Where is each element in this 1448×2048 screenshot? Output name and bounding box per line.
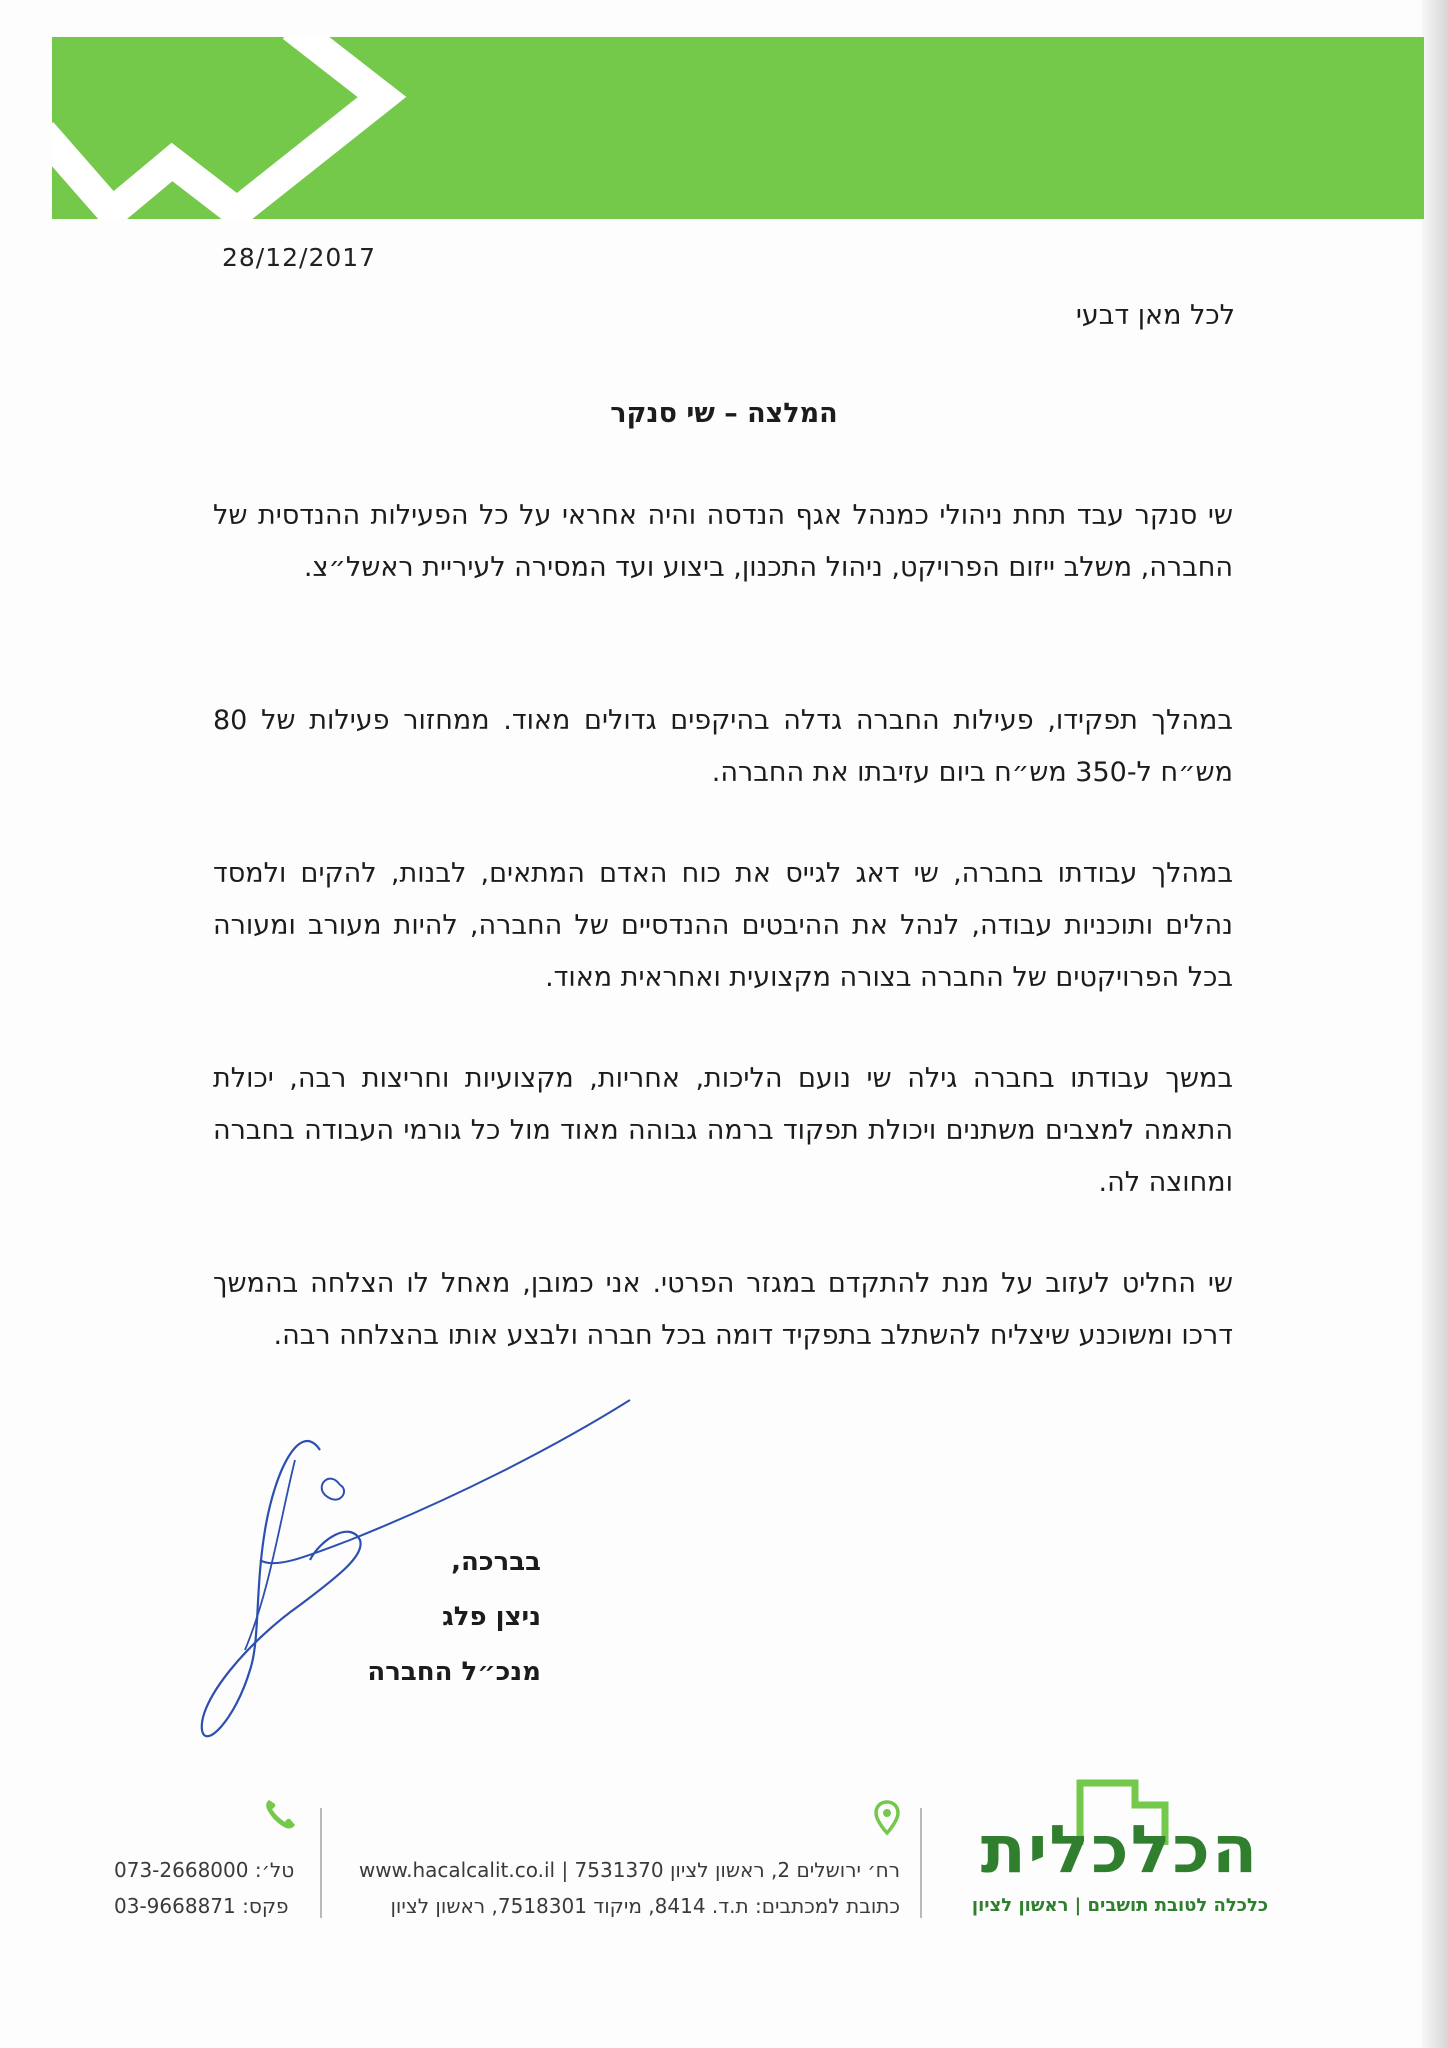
- salutation: לכל מאן דבעי: [1075, 300, 1235, 331]
- logo-tagline: כלכלה לטובת תושבים | ראשון לציון: [971, 1895, 1269, 1916]
- letter-subject: המלצה – שי סנקר: [610, 398, 838, 429]
- closing-greeting: בברכה,: [451, 1547, 541, 1577]
- header-zigzag-graphic: [52, 37, 1424, 219]
- footer-contact: [114, 1852, 294, 1924]
- paragraph-1: שי סנקר עבד תחת ניהולי כמנהל אגף הנדסה והיה אחראי על כל הפעילות ההנדסית של החברה, משלב ייזום הפרויקט, ניהול התכנון, ביצוע ועד המסירה לעיריית ראשל״צ.: [213, 500, 1233, 583]
- footer-address: [359, 1852, 900, 1924]
- paragraph-5: שי החליט לעזוב על מנת להתקדם במגזר הפרטי. אני כמובן, מאחל לו הצלחה בהמשך דרכו ומשוכנע שיצליח להשתלב בתפקיד דומה בכל חברה ולבצע אותו בהצלחה רבה.: [213, 1268, 1233, 1351]
- paragraph-3: במהלך עבודתו בחברה, שי דאג לגייס את כוח האדם המתאים, לבנות, להקים ולמסד נהלים ותוכניות עבודה, לנהל את ההיבטים ההנדסיים של החברה, להיות מעורב ומעורה בכל הפרויקטים של החברה בצורה מקצועית ואחראית מאוד.: [213, 858, 1233, 993]
- company-logo: [960, 1775, 1280, 1915]
- paragraph-2: במהלך תפקידו, פעילות החברה גדלה בהיקפים גדולים מאוד. ממחזור פעילות של 80 מש״ח ל-350 מש״ח ביום עזיבתו את החברה.: [213, 705, 1233, 788]
- logo-wordmark: הכלכלית: [980, 1811, 1260, 1888]
- header-band: [52, 37, 1424, 219]
- footer-divider-left: [920, 1808, 922, 1918]
- letter-date: 28/12/2017: [222, 243, 377, 272]
- address-line-2: כתובת למכתבים: ת.ד. 8414, מיקוד 7518301, ראשון לציון: [390, 1894, 900, 1918]
- fax-number: פקס: 03-9668871: [114, 1894, 289, 1918]
- address-line-1: רח׳ ירושלים 2, ראשון לציון 7531370 | www.hacalcalit.co.il: [358, 1858, 900, 1882]
- phone-icon: [262, 1796, 298, 1832]
- closing-block: [367, 1535, 541, 1700]
- phone-number: טל׳: 073-2668000: [114, 1858, 295, 1882]
- footer-divider-right: [320, 1808, 322, 1918]
- page-edge-shadow: [1422, 0, 1448, 2048]
- signer-name: ניצן פלג: [442, 1602, 541, 1632]
- pin-icon: [874, 1800, 900, 1836]
- paragraph-4: במשך עבודתו בחברה גילה שי נועם הליכות, אחריות, מקצועיות וחריצות רבה, יכולת התאמה למצבים משתנים ויכולת תפקוד ברמה גבוהה מאוד מול כל גורמי העבודה בחברה ומחוצה לה.: [213, 1063, 1233, 1198]
- signer-title: מנכ״ל החברה: [367, 1657, 541, 1687]
